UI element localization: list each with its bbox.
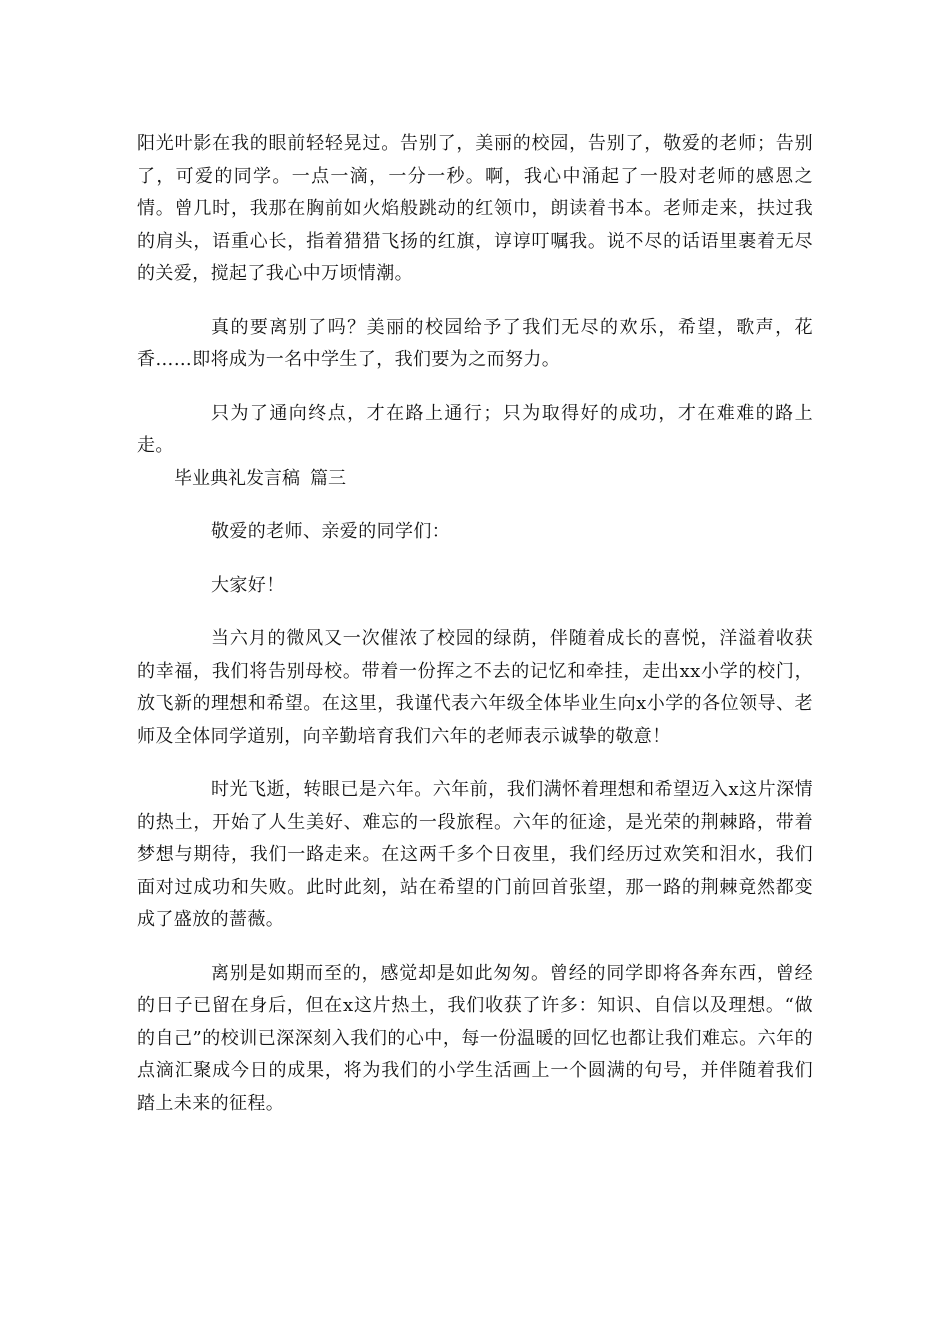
paragraph-road-to-success: 只为了通向终点，才在路上通行；只为取得好的成功，才在难难的路上走。	[137, 402, 813, 456]
paragraph-is-it-time-to-part: 真的要离别了吗？美丽的校园给予了我们无尽的欢乐，希望，歌声，花香……即将成为一名中学生了，我们要为之而努力。	[137, 316, 813, 370]
greeting: 大家好！	[211, 574, 285, 596]
section-heading-title: 毕业典礼发言稿	[174, 467, 300, 489]
section-heading	[137, 463, 813, 496]
paragraph-six-years: 时光飞逝，转眼已是六年。六年前，我们满怀着理想和希望迈入x这片深情的热土，开始了人生美好、难忘的一段旅程。六年的征途，是光荣的荆棘路，带着梦想与期待，我们一路走来。在这两千多个日夜里，我们经历过欢笑和泪水，我们面对过成功和失败。此时此刻，站在希望的门前回首张望，那一路的荆棘竟然都变成了盛放的蔷薇。	[137, 779, 813, 930]
paragraph-june-breeze: 当六月的微风又一次催浓了校园的绿荫，伴随着成长的喜悦，洋溢着收获的幸福，我们将告别母校。带着一份挥之不去的记忆和牵挂，走出xx小学的校门，放飞新的理想和希望。在这里，我谨代表六年级全体毕业生向x小学的各位领导、老师及全体同学道别，向辛勤培育我们六年的老师表示诚挚的敬意！	[137, 628, 813, 747]
document-page	[137, 128, 813, 1120]
salutation: 敬爱的老师、亲爱的同学们：	[211, 521, 451, 542]
section-heading-part: 篇三	[310, 467, 346, 489]
paragraph-farewell-memories: 阳光叶影在我的眼前轻轻晃过。告别了，美丽的校园，告别了，敬爱的老师；告别了，可爱的同学。一点一滴，一分一秒。啊，我心中涌起了一股对老师的感恩之情。曾几时，我那在胸前如火焰般跳动的红领巾，朗读着书本。老师走来，扶过我的肩头，语重心长，指着猎猎飞扬的红旗，谆谆叮嘱我。说不尽的话语里裹着无尽的关爱，搅起了我心中万顷情潮。	[137, 133, 813, 284]
paragraph-parting: 离别是如期而至的，感觉却是如此匆匆。曾经的同学即将各奔东西，曾经的日子已留在身后，但在x这片热土，我们收获了许多：知识、自信以及理想。“做的自己”的校训已深深刻入我们的心中，每一份温暖的回忆也都让我们难忘。六年的点滴汇聚成今日的成果，将为我们的小学生活画上一个圆满的句号，并伴随着我们踏上未来的征程。	[137, 962, 813, 1114]
